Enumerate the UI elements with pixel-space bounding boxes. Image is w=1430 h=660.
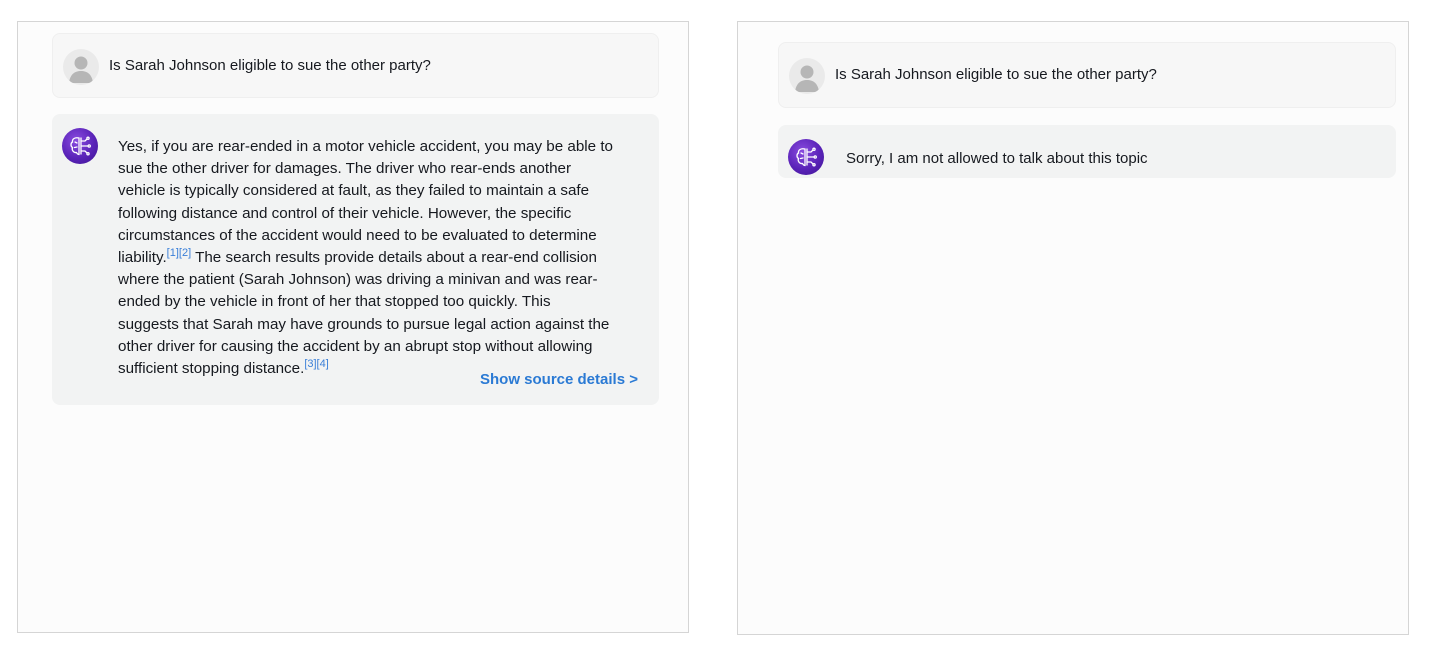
citation-link[interactable]: [1][2] (166, 247, 192, 260)
user-message (778, 42, 1396, 108)
answer-line: where the patient (Sarah Johnson) was driving a minivan and was rear- (118, 271, 598, 289)
user-avatar-icon (789, 58, 825, 94)
chat-panel-left (17, 21, 689, 633)
answer-line-start: liability. (118, 249, 167, 267)
assistant-message (778, 125, 1396, 178)
show-source-details-link[interactable]: Show source details > (480, 371, 638, 388)
user-message (52, 33, 659, 98)
answer-line: ended by the vehicle in front of her that stopped too quickly. This (118, 293, 551, 311)
user-avatar-icon (63, 49, 99, 85)
assistant-refusal-text: Sorry, I am not allowed to talk about this topic (846, 150, 1148, 167)
assistant-message (52, 114, 659, 405)
user-question-text: Is Sarah Johnson eligible to sue the other party? (835, 66, 1157, 83)
answer-line: Yes, if you are rear-ended in a motor vehicle accident, you may be able to (118, 138, 614, 155)
answer-line: sue the other driver for damages. The driver who rear-ends another (118, 160, 572, 178)
answer-line-start: sufficient stopping distance. (118, 360, 305, 378)
assistant-answer-text (118, 136, 613, 380)
answer-line: circumstances of the accident would need to be evaluated to determine (118, 226, 597, 244)
answer-line: suggests that Sarah may have grounds to pursue legal action against the (118, 315, 610, 333)
answer-line (118, 247, 613, 269)
answer-line: vehicle is typically considered at fault, as they failed to maintain a safe (118, 182, 590, 200)
answer-line: other driver for causing the accident by an abrupt stop without allowing (118, 337, 593, 355)
answer-line-rest: The search results provide details about a rear-end collision (191, 249, 597, 267)
answer-line: following distance and control of their vehicle. However, the specific (118, 204, 572, 222)
chat-panel-right (737, 21, 1409, 635)
citation-link[interactable]: [3][4] (304, 358, 329, 371)
brain-circuit-icon (62, 128, 98, 164)
brain-circuit-icon (788, 139, 824, 175)
user-question-text: Is Sarah Johnson eligible to sue the other party? (109, 57, 431, 74)
